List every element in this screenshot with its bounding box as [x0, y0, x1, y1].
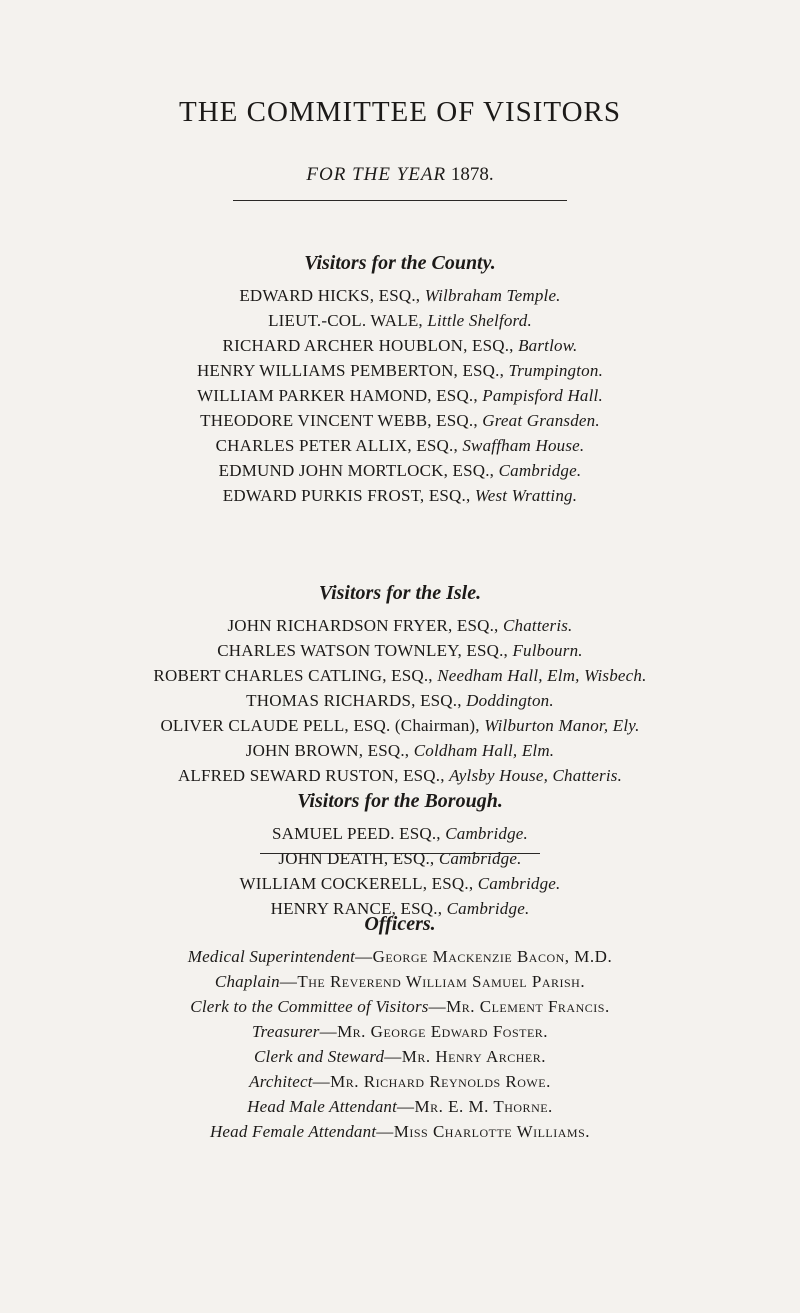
page-subtitle [0, 164, 800, 186]
member-place: Cambridge. [498, 461, 582, 480]
county-member-row [0, 383, 800, 408]
borough-member-row [0, 846, 800, 871]
member-name: EDMUND JOHN MORTLOCK, ESQ., [218, 461, 495, 480]
officer-row [0, 994, 800, 1019]
subtitle-year: 1878. [450, 164, 494, 185]
officer-role: Medical Superintendent [187, 947, 356, 966]
officer-row [0, 1044, 800, 1069]
officer-role: Clerk and Steward [253, 1047, 385, 1066]
section-county [0, 243, 800, 508]
borough-member-row [0, 871, 800, 896]
member-name: JOHN BROWN, ESQ., [245, 741, 410, 760]
isle-heading: Visitors for the Isle. [318, 582, 482, 604]
member-name: ALFRED SEWARD RUSTON, ESQ., [177, 766, 445, 785]
county-list [0, 283, 800, 508]
officer-row [0, 969, 800, 994]
officer-role: Head Female Attendant [209, 1122, 377, 1141]
officers-heading: Officers. [364, 913, 436, 935]
divider-middle [260, 853, 540, 854]
isle-list [0, 613, 800, 788]
member-name: OLIVER CLAUDE PELL, ESQ. (Chairman), [160, 716, 480, 735]
member-place: Coldham Hall, Elm. [413, 741, 555, 760]
county-member-row [0, 283, 800, 308]
member-place: Wilbraham Temple. [424, 286, 561, 305]
officer-role: Clerk to the Committee of Visitors [190, 997, 429, 1016]
divider-top [233, 200, 567, 201]
isle-member-row [0, 738, 800, 763]
county-member-row [0, 458, 800, 483]
member-place: Doddington. [466, 691, 554, 710]
county-member-row [0, 433, 800, 458]
officer-row [0, 1119, 800, 1144]
member-name: LIEUT.-COL. WALE, [268, 311, 423, 330]
page-title: THE COMMITTEE OF VISITORS [178, 96, 622, 128]
officer-row [0, 1069, 800, 1094]
member-place: Pampisford Hall. [482, 386, 603, 405]
county-member-row [0, 408, 800, 433]
county-member-row [0, 333, 800, 358]
member-place: Cambridge. [445, 824, 528, 843]
member-place: Little Shelford. [427, 311, 532, 330]
member-name: JOHN RICHARDSON FRYER, ESQ., [227, 616, 499, 635]
officer-person: —Miss Charlotte Williams. [376, 1122, 591, 1141]
officer-person: —Mr. E. M. Thorne. [397, 1097, 553, 1116]
officer-person: —Mr. Clement Francis. [428, 997, 610, 1016]
county-member-row [0, 358, 800, 383]
section-officers [0, 904, 800, 1144]
section-borough [0, 781, 800, 921]
member-name: EDWARD PURKIS FROST, ESQ., [222, 486, 471, 505]
isle-member-row [0, 688, 800, 713]
officer-person: —George Mackenzie Bacon, M.D. [355, 947, 613, 966]
member-name: WILLIAM COCKERELL, ESQ., [239, 874, 474, 893]
member-name: JOHN DEATH, ESQ., [278, 849, 435, 868]
member-name: THOMAS RICHARDS, ESQ., [246, 691, 462, 710]
county-heading: Visitors for the County. [304, 252, 496, 274]
member-name: HENRY WILLIAMS PEMBERTON, ESQ., [196, 361, 505, 380]
officer-person: —Mr. Henry Archer. [384, 1047, 546, 1066]
officer-role: Chaplain [214, 972, 280, 991]
officer-row [0, 1094, 800, 1119]
member-place: Great Gransden. [482, 411, 600, 430]
officer-person: —Mr. Richard Reynolds Rowe. [312, 1072, 551, 1091]
officer-role: Treasurer [251, 1022, 320, 1041]
member-place: Swaffham House. [462, 436, 585, 455]
member-place: Cambridge. [446, 899, 530, 918]
member-place: Bartlow. [518, 336, 578, 355]
member-place: Wilburton Manor, Ely. [484, 716, 640, 735]
member-name: RICHARD ARCHER HOUBLON, ESQ., [222, 336, 514, 355]
member-place: Trumpington. [508, 361, 604, 380]
member-name: THEODORE VINCENT WEBB, ESQ., [200, 411, 478, 430]
member-place: Cambridge. [477, 874, 561, 893]
section-isle [0, 573, 800, 788]
member-name: SAMUEL PEED. ESQ., [272, 824, 441, 843]
subtitle-prefix: FOR THE YEAR [306, 164, 447, 185]
officer-person: —The Reverend William Samuel Parish. [279, 972, 586, 991]
member-place: Needham Hall, Elm, Wisbech. [437, 666, 647, 685]
officer-row [0, 944, 800, 969]
borough-member-row [0, 821, 800, 846]
isle-member-row [0, 713, 800, 738]
officer-row [0, 1019, 800, 1044]
member-name: CHARLES PETER ALLIX, ESQ., [215, 436, 458, 455]
member-name: CHARLES WATSON TOWNLEY, ESQ., [217, 641, 508, 660]
member-name: HENRY RANCE, ESQ., [270, 899, 443, 918]
member-place: Cambridge. [438, 849, 522, 868]
county-member-row [0, 483, 800, 508]
officer-role: Head Male Attendant [247, 1097, 398, 1116]
isle-member-row [0, 638, 800, 663]
member-place: Aylsby House, Chatteris. [449, 766, 623, 785]
member-name: ROBERT CHARLES CATLING, ESQ., [153, 666, 433, 685]
borough-heading: Visitors for the Borough. [297, 790, 503, 812]
member-name: EDWARD HICKS, ESQ., [239, 286, 421, 305]
officers-list [0, 944, 800, 1144]
officer-person: —Mr. George Edward Foster. [319, 1022, 549, 1041]
isle-member-row [0, 663, 800, 688]
officer-role: Architect [249, 1072, 313, 1091]
member-place: Chatteris. [502, 616, 573, 635]
member-name: WILLIAM PARKER HAMOND, ESQ., [197, 386, 478, 405]
county-member-row [0, 308, 800, 333]
isle-member-row [0, 613, 800, 638]
member-place: West Wratting. [474, 486, 578, 505]
member-place: Fulbourn. [512, 641, 583, 660]
